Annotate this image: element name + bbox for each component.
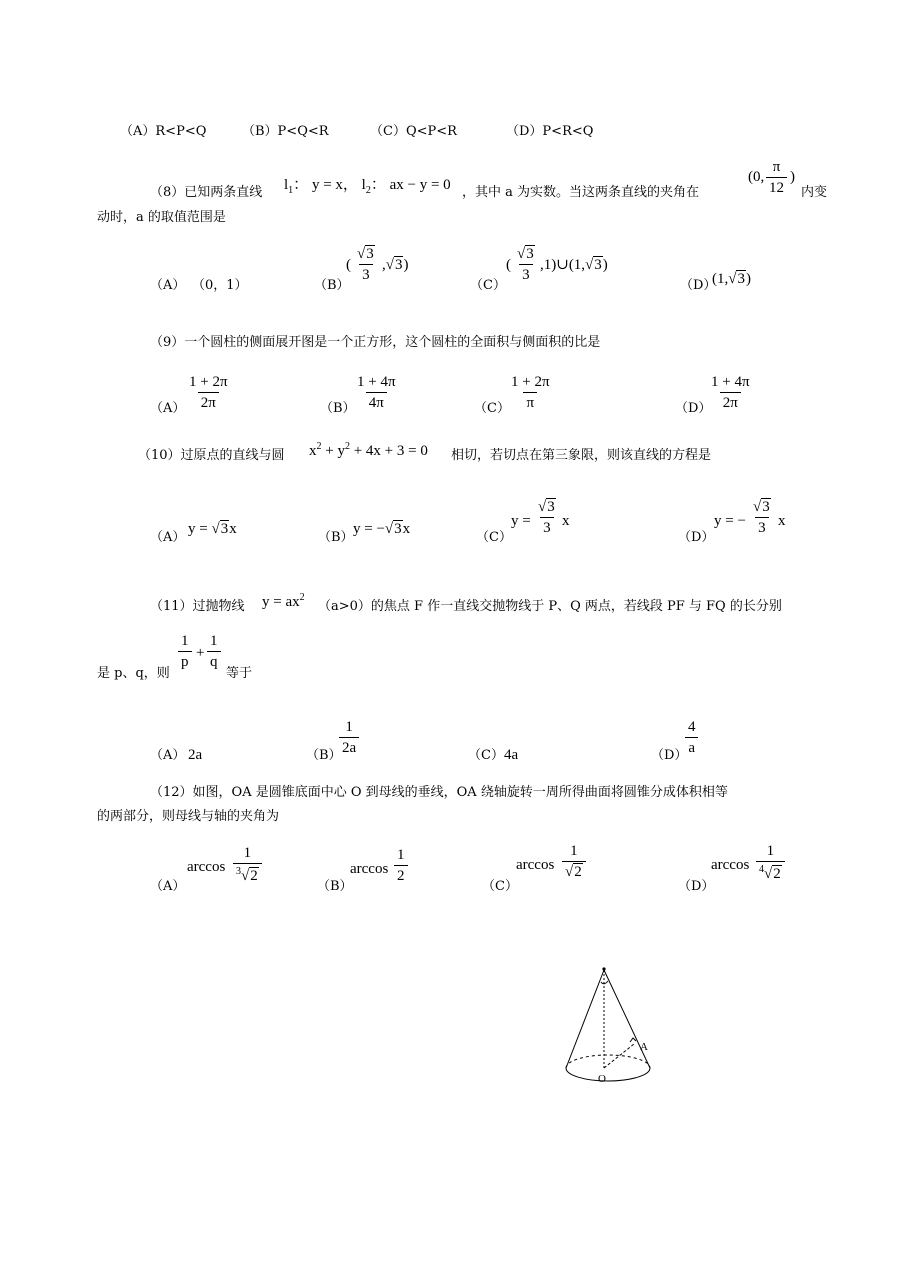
cone-left-generatrix (566, 970, 604, 1068)
q8-option-b-rest: ,√3) (382, 257, 409, 273)
q9-option-b: $\frac{1 + 4\pi}{4\pi}$ (357, 374, 396, 411)
q7-option-b: （B）P<Q<R (242, 124, 329, 139)
q8-lead: （8）已知两条直线 (150, 185, 263, 200)
q11-option-a: 2a (188, 747, 203, 763)
q8-label-c: （C） (470, 278, 506, 293)
q11-label-a: （A） (150, 748, 186, 763)
q11-label-d: （D） (651, 748, 688, 763)
q9-option-a: $\frac{1 + 2\pi}{2\pi}$ (189, 374, 228, 411)
q11-lead: （11）过抛物线 (150, 599, 245, 614)
q8-option-d: (1,√3) (712, 271, 751, 287)
q8-option-c-fraction: $\frac{√3}{3}$ (517, 246, 534, 283)
q10-option-d-post: x (778, 513, 786, 529)
q8-option-a: （0，1） (192, 278, 248, 293)
label-o: O (598, 1073, 606, 1085)
segment-oa (604, 1044, 634, 1068)
q8-mid: ，其中 a 为实数。当这两条直线的夹角在 (462, 185, 700, 200)
q11-line2-lead: 是 p、q，则 (97, 666, 170, 681)
q12-label-d: （D） (678, 879, 715, 894)
q9-label-c: （C） (474, 401, 510, 416)
q10-option-a: y = √3x (188, 521, 237, 537)
q11-tail: （a>0）的焦点 F 作一直线交抛物线于 P、Q 两点，若线段 PF 与 FQ 的长分别 (318, 599, 782, 614)
q11-option-c: 4a (504, 747, 519, 763)
q12-label-b: （B） (317, 879, 353, 894)
q8-line1-eq: $l_1$： y = x， $l_2$： ax − y = 0 (284, 177, 451, 196)
q9-label-a: （A） (150, 401, 186, 416)
q12-label-a: （A） (150, 879, 186, 894)
q8-line2: 动时，a 的取值范围是 (97, 210, 226, 225)
q12-option-c-arccos: arccos (516, 857, 555, 873)
q7-option-a: （A）R<P<Q (120, 124, 207, 139)
q10-option-b: y = −√3x (353, 521, 411, 537)
q9-option-d: $\frac{1 + 4\pi}{2\pi}$ (711, 374, 750, 411)
q12-option-a-arccos: arccos (187, 859, 226, 875)
q10-tail: 相切，若切点在第三象限，则该直线的方程是 (451, 448, 712, 463)
q10-option-c-fraction: $\frac{√3}{3}$ (538, 499, 555, 536)
q10-option-d-fraction: $\frac{√3}{3}$ (753, 499, 770, 536)
cone-figure (548, 958, 668, 1090)
q10-label-a: （A） (150, 530, 186, 545)
q8-tail: 内变 (801, 185, 828, 200)
q11-label-b: （B） (306, 748, 342, 763)
cone-base-back-arc (566, 1055, 650, 1068)
q8-option-b-open: ( (346, 257, 351, 273)
q10-circle-equation: $x^2 + y^2 + 4x + 3 = 0$ (309, 441, 428, 459)
q12-option-b-fraction: $\frac{1}{2}$ (394, 848, 408, 884)
q10-label-d: （D） (678, 530, 715, 545)
q12-option-a-fraction: $\frac{1}{^3√2}$ (233, 846, 262, 884)
q7-option-c: （C）Q<P<R (370, 124, 457, 139)
q11-parabola: $y = ax^2$ (262, 592, 305, 610)
q8-label-d: （D） (680, 278, 717, 293)
q8-interval-open: (0, (748, 169, 765, 185)
q11-option-d: $\frac{4}{a}$ (685, 720, 699, 756)
right-angle-mark (630, 1038, 636, 1042)
q12-option-d-arccos: arccos (711, 857, 750, 873)
q10-option-d-pre: y = − (714, 513, 746, 529)
q11-label-c: （C） (468, 748, 504, 763)
q8-label-b: （B） (314, 278, 350, 293)
q12-label-c: （C） (482, 879, 518, 894)
q10-option-c-post: x (562, 513, 570, 529)
q8-label-a: （A） (150, 278, 186, 293)
q11-fraction-p: $\frac{1}{p}$ (178, 634, 192, 670)
q8-option-c-open: ( (506, 257, 511, 273)
cone-base-front-arc (566, 1068, 650, 1081)
q10-lead: （10）过原点的直线与圆 (138, 448, 285, 463)
q11-option-b: $\frac{1}{2a}$ (339, 720, 359, 756)
q10-label-b: （B） (318, 530, 354, 545)
q12-line1: （12）如图，OA 是圆锥底面中心 O 到母线的垂线，OA 绕轴旋转一周所得曲面将圆锥分成体积相等 (150, 785, 728, 800)
q12-option-b-arccos: arccos (350, 861, 389, 877)
q8-interval-close: ) (790, 169, 795, 185)
cone-apex-dot (602, 967, 605, 970)
q11-plus: + (196, 645, 205, 661)
q12-option-c-fraction: $\frac{1}{√2}$ (562, 844, 586, 880)
q8-option-c-rest: ,1)∪(1,√3) (540, 257, 608, 273)
q10-option-c-pre: y = (511, 513, 531, 529)
q9-option-c: $\frac{1 + 2\pi}{\pi}$ (511, 374, 550, 411)
q8-option-b-fraction: $\frac{√3}{3}$ (357, 246, 374, 283)
q7-option-d: （D）P<R<Q (506, 124, 594, 139)
q9-label-b: （B） (320, 401, 356, 416)
q9-text: （9）一个圆柱的侧面展开图是一个正方形，这个圆柱的全面积与侧面积的比是 (150, 335, 601, 350)
q10-label-c: （C） (476, 530, 512, 545)
label-a: A (640, 1041, 648, 1053)
q12-line2: 的两部分，则母线与轴的夹角为 (97, 809, 280, 824)
q8-interval-fraction: $\frac{\pi}{12}$ (766, 160, 787, 196)
q11-line2-tail: 等于 (226, 666, 253, 681)
q12-option-d-fraction: $\frac{1}{^4√2}$ (756, 844, 785, 882)
q9-label-d: （D） (675, 401, 712, 416)
cone-right-generatrix (604, 970, 650, 1068)
q11-fraction-q: $\frac{1}{q}$ (207, 634, 221, 670)
